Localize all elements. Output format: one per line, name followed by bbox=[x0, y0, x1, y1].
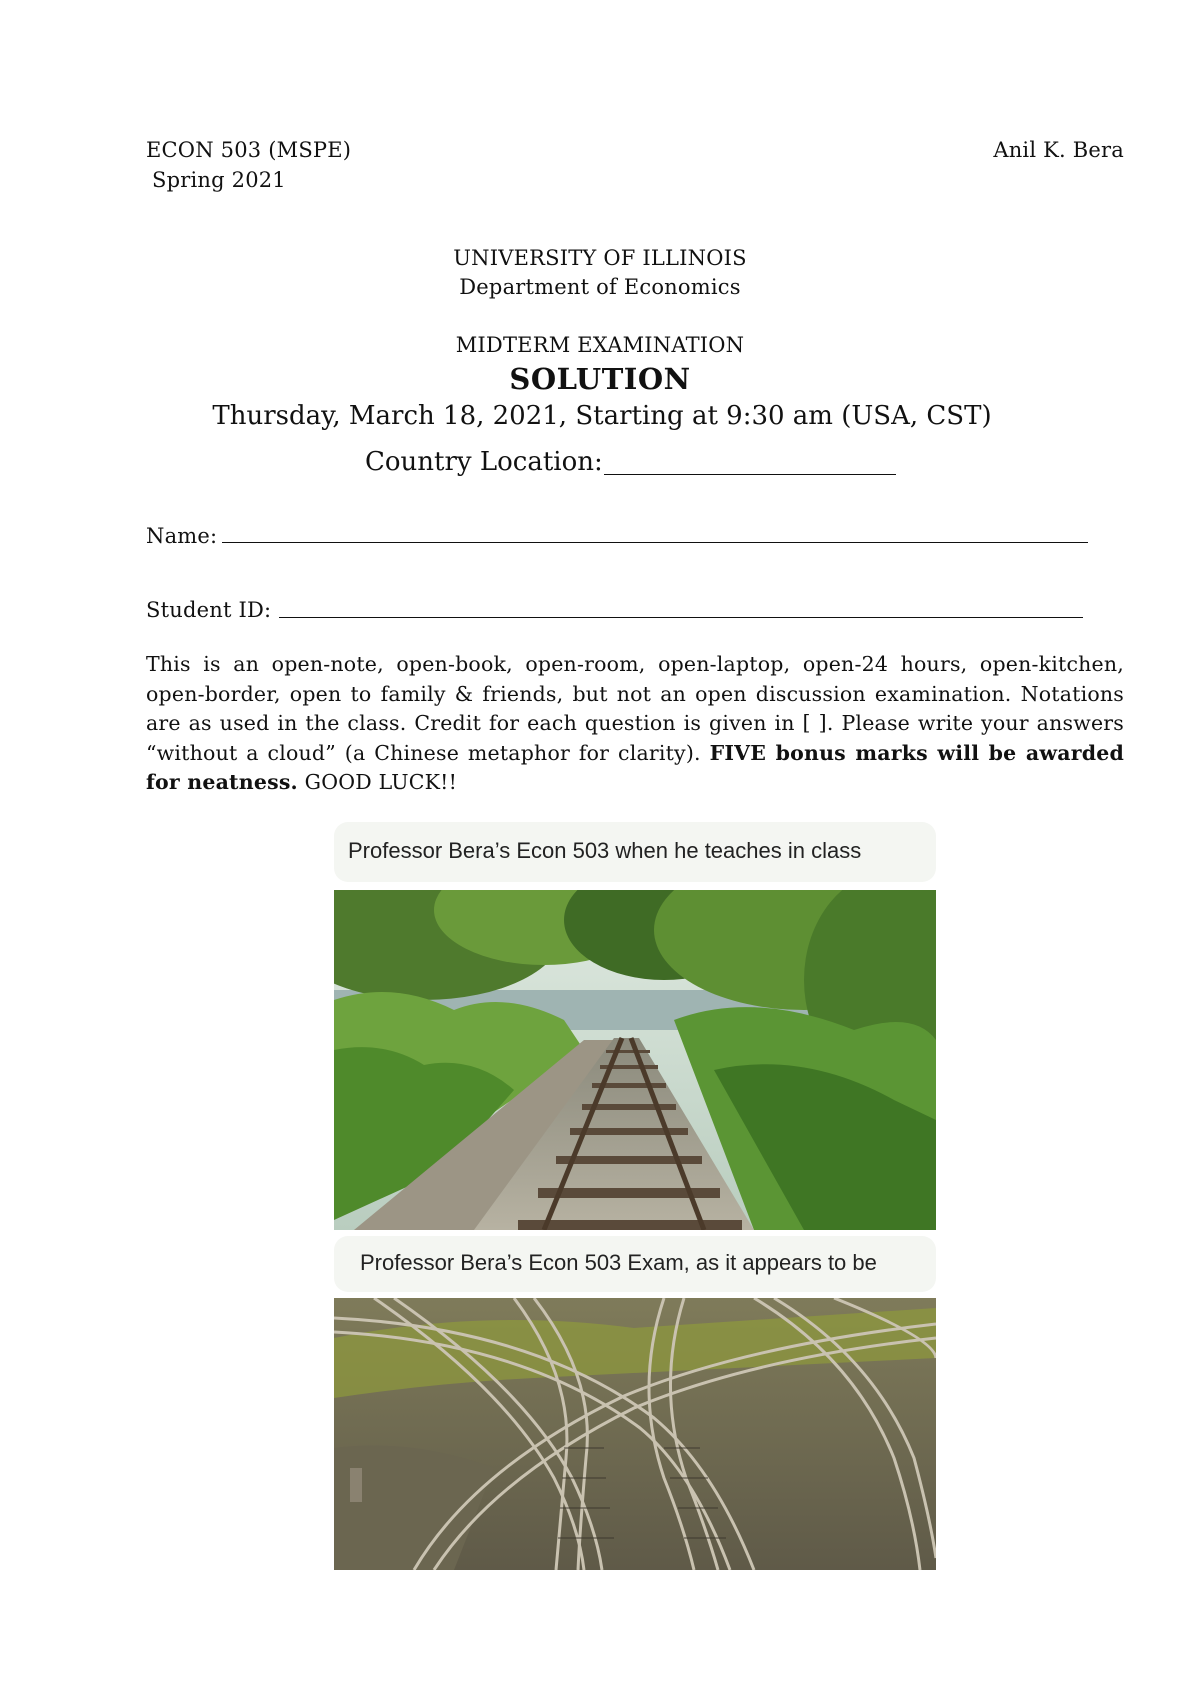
student-id-blank[interactable] bbox=[279, 617, 1083, 618]
instructor-name: Anil K. Bera bbox=[993, 138, 1124, 162]
country-location-blank[interactable] bbox=[604, 474, 896, 475]
exam-datetime: Thursday, March 18, 2021, Starting at 9:30 am (USA, CST) bbox=[212, 401, 992, 431]
instructions-paragraph bbox=[146, 650, 1124, 798]
term: Spring 2021 bbox=[152, 168, 286, 192]
caption-top: Professor Bera’s Econ 503 when he teaches in class bbox=[348, 838, 862, 863]
branching-railway-tracks-photo bbox=[334, 1298, 936, 1570]
university-name: UNIVERSITY OF ILLINOIS bbox=[453, 246, 747, 270]
student-id-label: Student ID: bbox=[146, 598, 272, 622]
caption-top-box bbox=[334, 822, 936, 882]
name-blank[interactable] bbox=[222, 542, 1088, 543]
solution-heading: SOLUTION bbox=[509, 362, 691, 396]
good-luck: GOOD LUCK!! bbox=[304, 770, 458, 794]
exam-title: MIDTERM EXAMINATION bbox=[455, 333, 745, 357]
department-name: Department of Economics bbox=[459, 275, 741, 299]
name-label: Name: bbox=[146, 524, 218, 548]
caption-bottom: Professor Bera’s Econ 503 Exam, as it appears to be bbox=[360, 1250, 877, 1275]
instructions-text: This is an open-note, open-book, open-room, open-laptop, open-24 hours, open-kitchen, open-border, open to family & friends, but not an open discussion examination. Notations are as used in the class. Credit for each question is given in [ ]. Please write your answers “without a cloud” (a Chinese metaphor for clarity). bbox=[146, 652, 1124, 765]
course-code: ECON 503 (MSPE) bbox=[146, 138, 352, 162]
caption-bottom-box bbox=[334, 1236, 936, 1292]
bonus-marks-note: FIVE bonus marks will be awarded for neatness. bbox=[146, 740, 1125, 794]
straight-railway-track-photo bbox=[334, 890, 936, 1230]
country-location-label: Country Location: bbox=[365, 447, 603, 477]
